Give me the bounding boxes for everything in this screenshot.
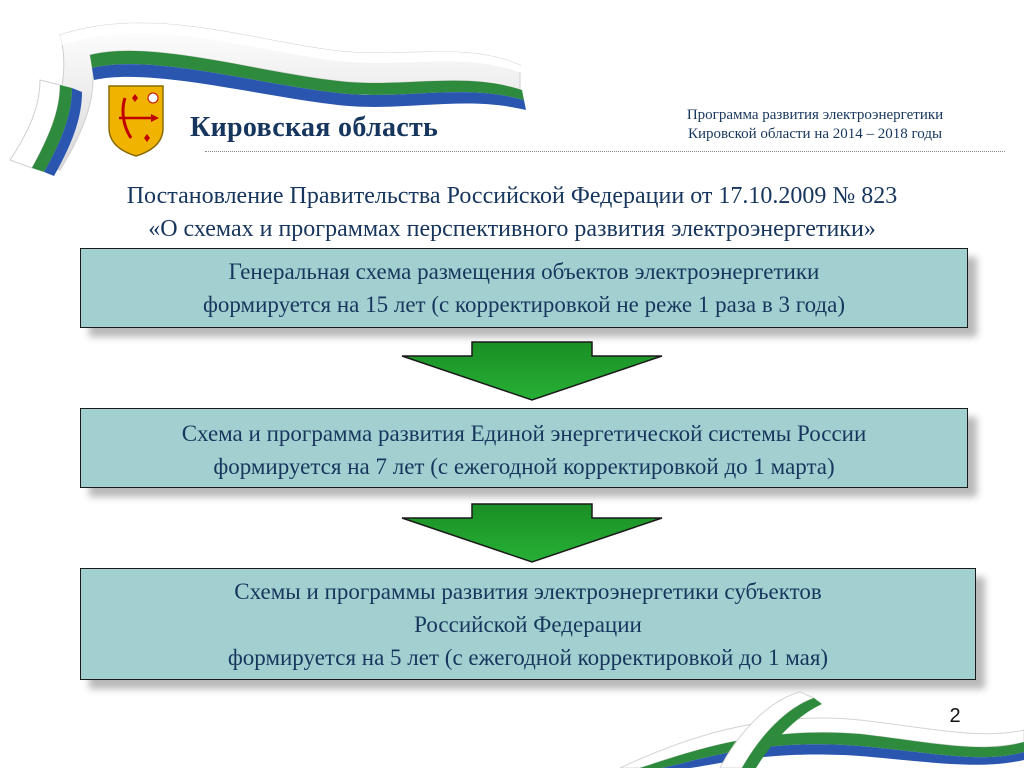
decree-heading — [40, 180, 984, 246]
down-arrow-icon — [400, 340, 665, 402]
box-line: Российской Федерации — [414, 612, 642, 637]
ues-program-box — [80, 408, 968, 488]
box-line: формируется на 5 лет (с ежегодной корректировкой до 1 мая) — [227, 645, 829, 670]
header-divider — [205, 151, 1005, 152]
decree-line1: Постановление Правительства Российской Федерации от 17.10.2009 № 823 — [126, 183, 898, 209]
box-line: Схемы и программы развития электроэнергетики субъектов — [234, 579, 822, 604]
box-line: формируется на 15 лет (с корректировкой не реже 1 раза в 3 года) — [202, 292, 846, 317]
program-title-line1: Программа развития электроэнергетики — [686, 107, 944, 123]
box-line: Схема и программа развития Единой энергетической системы России — [181, 421, 867, 446]
decree-line2: «О схемах и программах перспективного развития электроэнергетики» — [148, 216, 876, 242]
kirov-coat-of-arms-icon — [107, 84, 165, 158]
program-title-line2: Кировской области на 2014 – 2018 годы — [687, 126, 943, 142]
box-line: формируется на 7 лет (с ежегодной корректировкой до 1 марта) — [213, 454, 835, 479]
down-arrow-icon — [400, 502, 665, 564]
general-scheme-box — [80, 248, 968, 328]
page-number: 2 — [949, 705, 961, 727]
program-title — [640, 106, 990, 144]
box-line: Генеральная схема размещения объектов электроэнергетики — [228, 259, 820, 284]
region-title: Кировская область — [190, 112, 439, 143]
regional-program-box — [80, 568, 976, 680]
ribbon-decoration-top — [0, 10, 560, 180]
